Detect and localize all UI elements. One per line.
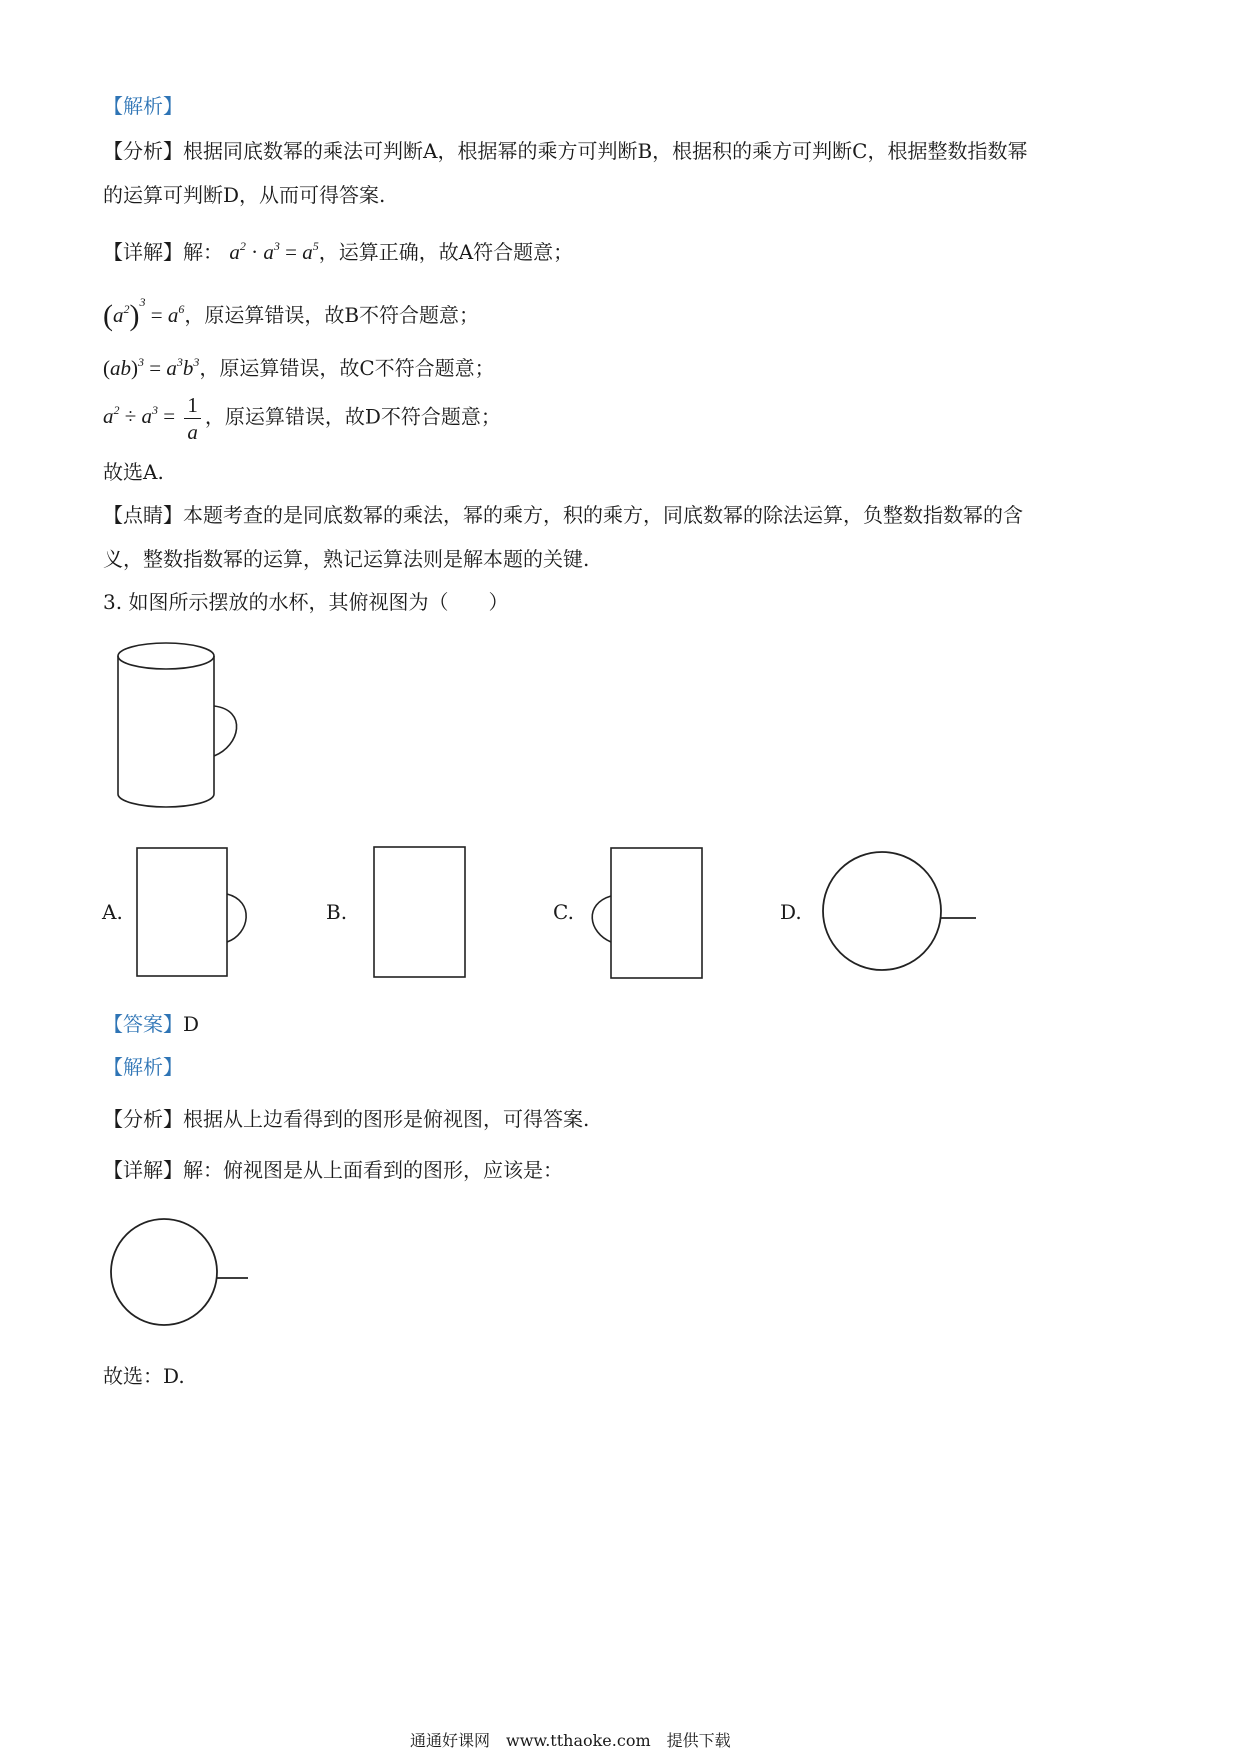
analysis-text-1: 根据同底数幂的乘法可判断A，根据幂的乘方可判断B，根据积的乘方可判断C，根据整数指数幂 — [183, 139, 1028, 163]
analysis-line-2: 的运算可判断D，从而可得答案. — [103, 183, 386, 207]
analysis-line-1 — [103, 137, 1027, 165]
prev-choose: 故选A. — [103, 460, 164, 484]
eq-b-math: $(a^2)^3 = a^6$ — [103, 295, 185, 332]
option-a-figure[interactable] — [135, 846, 255, 981]
eq-d-text: ，原运算错误，故D不符合题意； — [204, 404, 501, 429]
solution-analysis-label: 【分析】 — [103, 1107, 183, 1131]
solution-detail-text: 解：俯视图是从上面看到的图形，应该是： — [183, 1158, 563, 1182]
question-text: 如图所示摆放的水杯，其俯视图为（ ） — [128, 590, 509, 614]
analysis-label: 【分析】 — [103, 139, 183, 163]
eq-a-text: ，运算正确，故A符合题意； — [318, 240, 574, 264]
answer-value: D — [183, 1012, 200, 1036]
question-number: 3. — [103, 590, 123, 614]
answer-line — [103, 1010, 199, 1038]
option-d-label[interactable]: D. — [780, 900, 802, 924]
fraction-one-over-a: $\frac{1}{a}$ — [184, 392, 201, 445]
eq-c-text: ，原运算错误，故C不符合题意； — [199, 356, 495, 380]
option-b-figure[interactable] — [372, 845, 468, 980]
option-c-label[interactable]: C. — [553, 900, 574, 924]
eq-c-math: $(ab)^3 = a^3b^3$ — [103, 355, 200, 380]
detail-label: 【详解】解： — [103, 240, 223, 264]
eq-d-math: $a^2 \div a^3$ = $\frac{1}{a}$ — [103, 404, 205, 428]
option-b-label[interactable]: B. — [326, 900, 348, 924]
solution-analysis-text: 根据从上边看得到的图形是俯视图，可得答案. — [183, 1107, 590, 1131]
solution-detail — [103, 1156, 563, 1184]
comment-text-1: 本题考查的是同底数幂的乘法，幂的乘方，积的乘方，同底数幂的除法运算，负整数指数幂的含 — [183, 503, 1023, 527]
detail-eq-d — [103, 392, 501, 445]
top-view-figure — [108, 1216, 253, 1328]
comment-line-1 — [103, 501, 1023, 529]
comment-label: 【点睛】 — [103, 503, 183, 527]
eq-a-math: $a^2 \cdot a^3 = a^5$ — [229, 239, 319, 264]
solution-analysis — [103, 1105, 589, 1133]
solution-choose: 故选：D. — [103, 1364, 185, 1388]
solution-jiexi-label: 【解析】 — [103, 1055, 183, 1079]
solution-detail-label: 【详解】 — [103, 1158, 183, 1182]
detail-eq-b — [103, 288, 479, 330]
comment-line-2: 义，整数指数幂的运算，熟记运算法则是解本题的关键. — [103, 547, 590, 571]
section-jiexi-label: 【解析】 — [103, 94, 183, 118]
footer-text: 通通好课网 www.tthaoke.com 提供下载 — [410, 1731, 731, 1750]
option-d-figure[interactable] — [820, 850, 980, 975]
option-c-figure[interactable] — [586, 846, 708, 981]
eq-b-text: ，原运算错误，故B不符合题意； — [184, 303, 480, 327]
detail-eq-c — [103, 348, 495, 382]
answer-label: 【答案】 — [103, 1012, 183, 1036]
option-a-label[interactable]: A. — [102, 900, 123, 924]
detail-eq-a — [103, 232, 573, 266]
question-3 — [103, 588, 508, 616]
mug-figure — [110, 636, 250, 816]
